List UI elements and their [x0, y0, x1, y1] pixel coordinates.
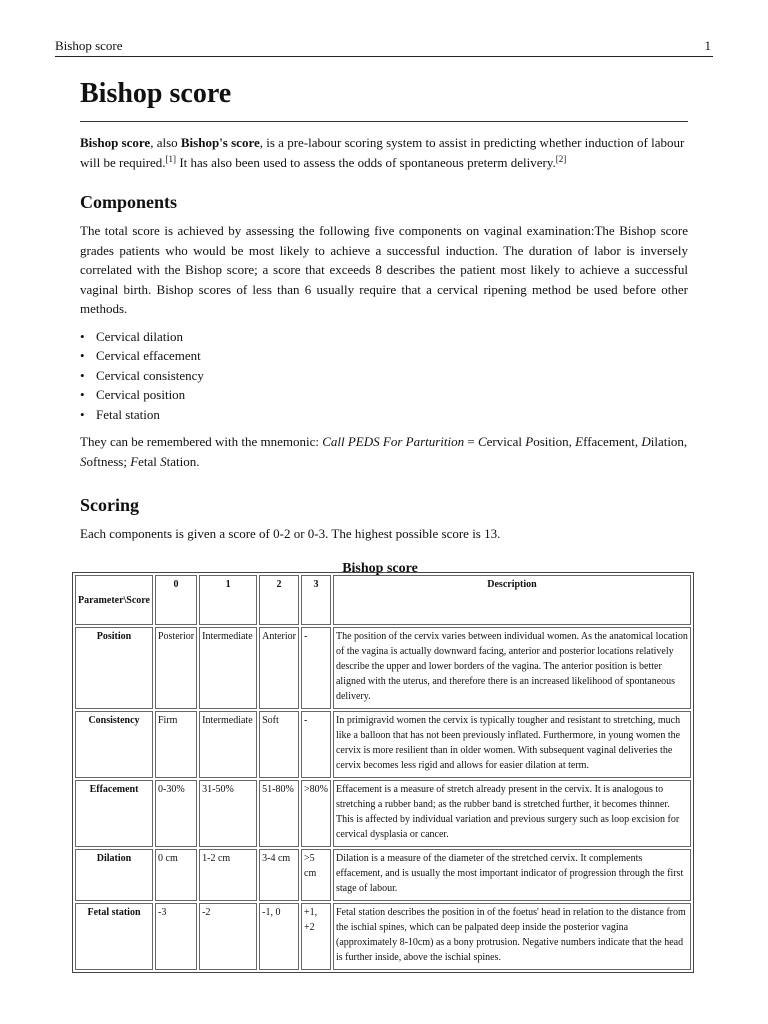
score-3-cell: >80%	[301, 780, 331, 847]
page-number: 1	[704, 38, 711, 53]
mnemonic-initial: P	[525, 434, 534, 449]
column-header-parameter: Parameter\Score	[75, 575, 153, 625]
mnemonic-initial: S	[80, 453, 87, 469]
table-row	[75, 711, 691, 778]
row-parameter: Consistency	[75, 711, 153, 778]
running-header	[55, 36, 713, 57]
column-header-description: Description	[333, 575, 691, 625]
score-2-cell: 3-4 cm	[259, 849, 299, 901]
column-header-score-3: 3	[301, 575, 331, 625]
article-body	[80, 74, 688, 577]
table-row	[75, 849, 691, 901]
table-row	[75, 780, 691, 847]
list-item: • Cervical position	[80, 385, 688, 405]
mnemonic-rest: ilation,	[650, 434, 688, 449]
intro-term-bishops-score: Bishop's score	[180, 135, 260, 150]
score-2-cell: -1, 0	[259, 903, 299, 970]
description-cell: Fetal station describes the position in of the foetus' head in relation to the distance from the ischial spines, which can be palpated deep inside the posterior vagina (approximately 8-10cm) as a bony protrusion. Negative numbers indicate that the head is further inside, above the ischial spines.	[333, 903, 691, 970]
list-item: • Cervical dilation	[80, 327, 688, 347]
mnemonic-initial: E	[575, 434, 584, 449]
mnemonic-equals: =	[464, 434, 478, 449]
row-parameter: Position	[75, 627, 153, 709]
table-row	[75, 903, 691, 970]
components-paragraph: The total score is achieved by assessing the following five components on vaginal examination:The Bishop score grades patients who would be most likely to achieve a successful induction. The duration of labor is inversely correlated with the Bishop score; a score that exceeds 8 describes the patient most likely to achieve a successful vaginal birth. Bishop scores of less than 6 usually require that a cervical ripening method be used before other methods.	[80, 223, 688, 316]
intro-paragraph	[80, 133, 688, 172]
column-header-score-2: 2	[259, 575, 299, 625]
score-1-cell: Intermediate	[199, 711, 257, 778]
reference-link-1[interactable]: [1]	[165, 153, 177, 164]
mnemonic-rest: tation.	[166, 453, 200, 469]
mnemonic-rest: etal	[138, 453, 161, 469]
score-1-cell: 1-2 cm	[199, 849, 257, 901]
list-item: • Fetal station	[80, 405, 688, 425]
intro-text-2: , is a pre-labour scoring system to assist in predicting whether induction of labour will be required.	[80, 135, 685, 170]
description-cell: Dilation is a measure of the diameter of the stretched cervix. It complements effacement, and is usually the most important indicator of progression through the first stage of labour.	[333, 849, 691, 901]
score-0-cell: Posterior	[155, 627, 197, 709]
components-heading: Components	[80, 192, 178, 212]
table-caption: Bishop score	[342, 560, 418, 576]
row-parameter: Effacement	[75, 780, 153, 847]
score-0-cell: Firm	[155, 711, 197, 778]
row-parameter: Fetal station	[75, 903, 153, 970]
intro-text-3: It has also been used to assess the odds of spontaneous preterm delivery.	[176, 154, 556, 170]
score-1-cell: -2	[199, 903, 257, 970]
mnemonic-paragraph	[80, 432, 688, 471]
mnemonic-rest: ffacement,	[583, 434, 642, 449]
reference-link-2[interactable]: [2]	[555, 153, 567, 164]
intro-text-1: , also	[150, 135, 181, 150]
mnemonic-rest: ervical	[486, 434, 526, 449]
list-item: • Cervical consistency	[80, 366, 688, 386]
table-header-row	[75, 575, 691, 625]
row-parameter: Dilation	[75, 849, 153, 901]
mnemonic-rest: oftness;	[86, 453, 131, 469]
mnemonic-initial: F	[130, 453, 139, 469]
bishop-score-table	[72, 572, 694, 973]
score-0-cell: 0-30%	[155, 780, 197, 847]
running-header-title: Bishop score	[55, 38, 123, 53]
score-3-cell: +1, +2	[301, 903, 331, 970]
scoring-paragraph: Each components is given a score of 0-2 or 0-3. The highest possible score is 13.	[80, 526, 501, 541]
column-header-score-1: 1	[199, 575, 257, 625]
score-3-cell: >5 cm	[301, 849, 331, 901]
score-1-cell: 31-50%	[199, 780, 257, 847]
mnemonic-lead: They can be remembered with the mnemonic:	[80, 434, 323, 449]
description-cell: Effacement is a measure of stretch already present in the cervix. It is analogous to stretching a rubber band; as the rubber band is stretched further, it becomes thinner. This is affected by individual variation and previous surgery such as loop excision for cervical dysplasia or cancer.	[333, 780, 691, 847]
column-header-score-0: 0	[155, 575, 197, 625]
mnemonic-initial: C	[477, 434, 487, 449]
score-3-cell: -	[301, 711, 331, 778]
description-cell: In primigravid women the cervix is typically tougher and resistant to stretching, much like a balloon that has not been previously inflated. Furthermore, in young women the cervix is more resilient than in older women. With subsequent vaginal deliveries the cervix becomes less rigid and allows for easier dilation at term.	[333, 711, 691, 778]
score-2-cell: Soft	[259, 711, 299, 778]
score-0-cell: -3	[155, 903, 197, 970]
mnemonic-initial: D	[641, 434, 651, 449]
mnemonic-rest: osition,	[533, 434, 576, 449]
score-0-cell: 0 cm	[155, 849, 197, 901]
score-2-cell: 51-80%	[259, 780, 299, 847]
page-title: Bishop score	[80, 74, 688, 122]
list-item: • Cervical effacement	[80, 346, 688, 366]
mnemonic-initial: S	[160, 453, 167, 469]
intro-term-bishop-score: Bishop score	[80, 135, 151, 150]
score-1-cell: Intermediate	[199, 627, 257, 709]
components-list	[80, 327, 688, 425]
score-3-cell: -	[301, 627, 331, 709]
scoring-heading: Scoring	[80, 495, 140, 515]
description-cell: The position of the cervix varies between individual women. As the anatomical location of the vagina is actually downward facing, anterior and posterior locations relatively describe the upper and lower borders of the vagina. The anterior position is better aligned with the uterus, and therefore there is an increased likelihood of spontaneous delivery.	[333, 627, 691, 709]
table-row	[75, 627, 691, 709]
mnemonic-phrase: Call PEDS For Parturition	[322, 434, 465, 449]
score-2-cell: Anterior	[259, 627, 299, 709]
